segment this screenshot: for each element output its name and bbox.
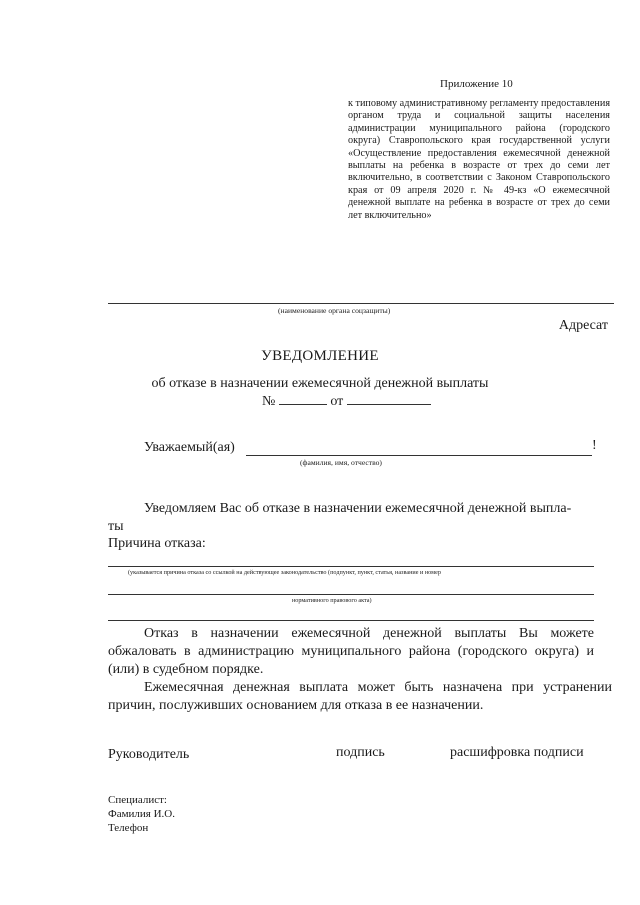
reason-line-2 xyxy=(108,594,594,595)
head-label: Руководитель xyxy=(108,747,190,762)
from-label: от xyxy=(330,394,344,409)
addressee-label: Адресат xyxy=(558,318,608,333)
organ-name-line xyxy=(108,303,614,304)
appendix-text: к типовому административному регламенту предоставления органом труда и социальной защиты населения администрации муниципального района (городского округа) Ставропольского края государственной услуги «Осуществление предоставления ежемесячной денежной выплаты на ребенка в возрасте от трех до семи лет включительно, в соответствии с Законом Ставропольского края от 09 апреля 2020 г. № 49-кз «О ежемесячной денежной выплате на ребенка в возрасте от трех до семи лет включительно» xyxy=(348,98,610,221)
reason-caption-2: нормативного правового акта) xyxy=(292,597,372,604)
notify-line-1: Уведомляем Вас об отказе в назначении ежемесячной денежной выпла- xyxy=(144,501,572,516)
notice-number-line xyxy=(262,392,431,410)
specialist-title: Специалист: xyxy=(108,794,167,806)
fio-line xyxy=(246,455,592,456)
notify-line-2: ты xyxy=(108,519,124,534)
reason-line-3 xyxy=(108,620,594,621)
greeting-exclamation: ! xyxy=(592,438,597,453)
number-blank xyxy=(279,392,327,405)
specialist-block xyxy=(108,793,175,835)
reason-line-1 xyxy=(108,566,594,567)
notice-subtitle: об отказе в назначении ежемесячной денежной выплаты xyxy=(151,376,489,391)
reason-label: Причина отказа: xyxy=(108,536,206,551)
fio-caption: (фамилия, имя, отчество) xyxy=(300,458,382,467)
appendix-title: Приложение 10 xyxy=(440,78,513,90)
signature-decode-label: расшифровка подписи xyxy=(450,745,584,760)
appeal-paragraph: Отказ в назначении ежемесячной денежной выплаты Вы можете обжаловать в администрацию муниципального района (городского округа) и (или) в судебном порядке. xyxy=(108,626,594,677)
reason-caption-1: (указывается причина отказа со ссылкой на действующее законодательство (подпункт, пункт, статья, название и номер xyxy=(128,569,441,576)
date-blank xyxy=(347,392,431,405)
reassign-paragraph: Ежемесячная денежная выплата может быть назначена при устранении причин, послуживших основанием для отказа в ее назначении. xyxy=(108,680,612,713)
notice-title: УВЕДОМЛЕНИЕ xyxy=(261,348,379,364)
signature-label: подпись xyxy=(336,745,385,760)
specialist-name: Фамилия И.О. xyxy=(108,808,175,820)
organ-name-caption: (наименование органа соцзащиты) xyxy=(278,306,391,315)
number-label: № xyxy=(262,394,276,409)
greeting-label: Уважаемый(ая) xyxy=(144,440,235,455)
specialist-phone: Телефон xyxy=(108,822,149,834)
